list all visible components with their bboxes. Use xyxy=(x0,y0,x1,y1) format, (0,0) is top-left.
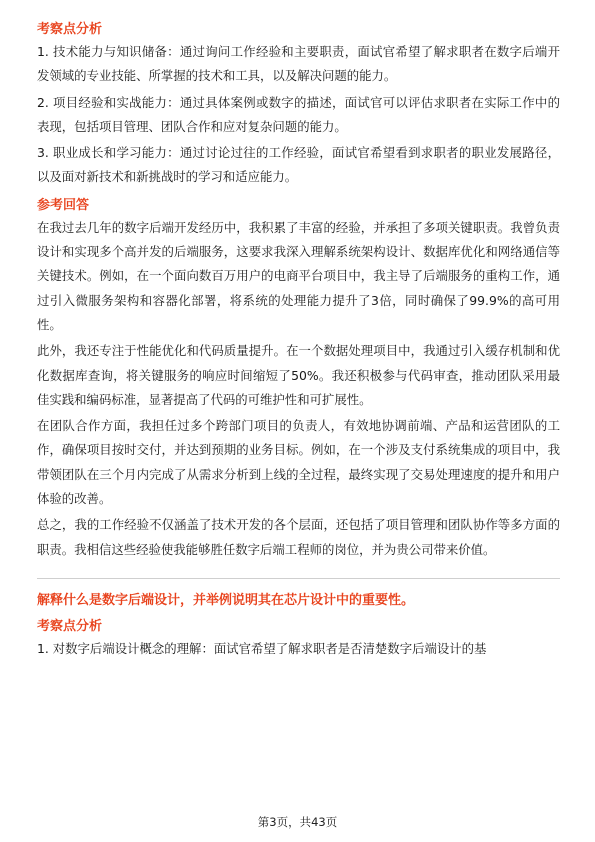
answer-paragraph-2: 此外，我还专注于性能优化和代码质量提升。在一个数据处理项目中，我通过引入缓存机制和优化数据库查询，将关键服务的响应时间缩短了50%。我还积极参与代码审查，推动团队采用最佳实践和编码标准，显著提高了代码的可维护性和可扩展性。 xyxy=(37,343,560,407)
section-divider xyxy=(37,578,560,579)
page-content xyxy=(37,20,560,663)
question-title: 解释什么是数字后端设计，并举例说明其在芯片设计中的重要性。 xyxy=(37,592,415,608)
analysis-heading: 考察点分析 xyxy=(37,22,103,37)
answer-paragraph-3: 在团队合作方面，我担任过多个跨部门项目的负责人，有效地协调前端、产品和运营团队的工作，确保项目按时交付，并达到预期的业务目标。例如，在一个涉及支付系统集成的项目中，我带领团队在三个月内完成了从需求分析到上线的全过程，最终实现了交易处理速度的提升和用户体验的改善。 xyxy=(37,418,560,507)
answer-paragraph-1: 在我过去几年的数字后端开发经历中，我积累了丰富的经验，并承担了多项关键职责。我曾负责设计和实现多个高并发的后端服务，这要求我深入理解系统架构设计、数据库优化和网络通信等关键技术。例如，在一个面向数百万用户的电商平台项目中，我主导了后端服务的重构工作，通过引入微服务架构和容器化部署，将系统的处理能力提升了3倍，同时确保了99.9%的高可用性。 xyxy=(37,219,560,332)
analysis-point-2: 2. 项目经验和实战能力：通过具体案例或数字的描述，面试官可以评估求职者在实际工作中的表现，包括项目管理、团队合作和应对复杂问题的能力。 xyxy=(37,94,560,134)
question-analysis-point-1: 1. 对数字后端设计概念的理解：面试官希望了解求职者是否清楚数字后端设计的基 xyxy=(37,640,487,656)
answer-paragraph-4: 总之，我的工作经验不仅涵盖了技术开发的各个层面，还包括了项目管理和团队协作等多方面的职责。我相信这些经验使我能够胜任数字后端工程师的岗位，并为贵公司带来价值。 xyxy=(37,517,560,557)
answer-heading: 参考回答 xyxy=(37,197,90,213)
analysis-point-1: 1. 技术能力与知识储备：通过询问工作经验和主要职责，面试官希望了解求职者在数字后端开发领域的专业技能、所掌握的技术和工具，以及解决问题的能力。 xyxy=(37,44,560,84)
question-analysis-heading: 考察点分析 xyxy=(37,618,103,634)
page-number: 第3页，共43页 xyxy=(257,815,338,829)
analysis-point-3: 3. 职业成长和学习能力：通过讨论过往的工作经验，面试官希望看到求职者的职业发展路径，以及面对新技术和新挑战时的学习和适应能力。 xyxy=(37,145,560,185)
